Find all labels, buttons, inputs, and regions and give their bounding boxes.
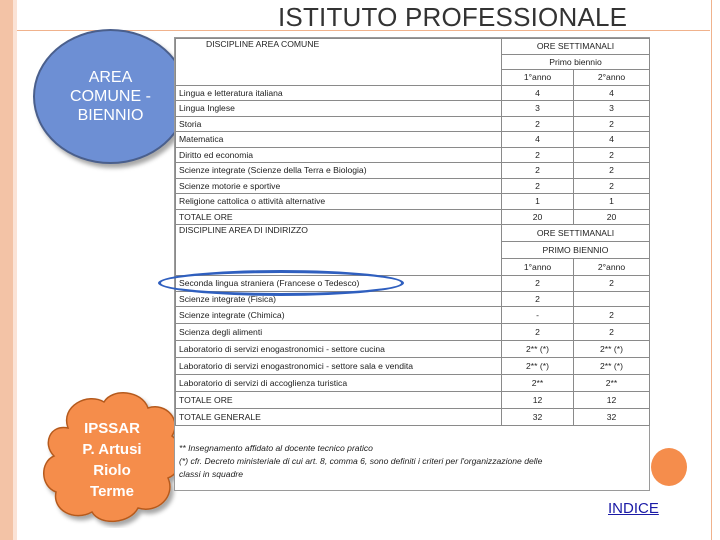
hours-cell: 3	[502, 101, 574, 117]
table-row	[176, 178, 650, 194]
section1-hours-header: ORE SETTIMANALI	[502, 39, 650, 55]
section1-header: DISCIPLINE AREA COMUNE	[176, 39, 502, 86]
area-comune-circle	[33, 29, 188, 164]
highlight-ellipse	[158, 270, 404, 296]
hours-cell: 2	[502, 324, 574, 341]
table-row	[176, 375, 650, 392]
curriculum-document	[174, 37, 650, 491]
hours-cell: 32	[502, 409, 574, 426]
hours-cell: 4	[574, 85, 650, 101]
hours-cell: 2	[502, 163, 574, 179]
table-row	[176, 194, 650, 210]
subject-cell: Diritto ed economia	[176, 147, 502, 163]
table-row	[176, 163, 650, 179]
subject-cell: TOTALE GENERALE	[176, 409, 502, 426]
table-row	[176, 147, 650, 163]
subject-cell: Scienza degli alimenti	[176, 324, 502, 341]
section2-header: DISCIPLINE AREA DI INDIRIZZO	[176, 225, 502, 276]
decorative-orange-dot	[651, 448, 687, 486]
cloud-label: IPSSAR P. Artusi Riolo Terme	[82, 420, 142, 500]
subject-cell: Scienze motorie e sportive	[176, 178, 502, 194]
table-row	[176, 101, 650, 117]
subject-cell: Religione cattolica o attività alternative	[176, 194, 502, 210]
hours-cell: 12	[502, 392, 574, 409]
hours-cell: 12	[574, 392, 650, 409]
hours-cell: 2** (*)	[574, 341, 650, 358]
subject-cell: Scienze integrate (Chimica)	[176, 307, 502, 324]
subject-cell: Scienze integrate (Scienze della Terra e Biologia)	[176, 163, 502, 179]
hours-cell: 2	[502, 291, 574, 307]
hours-cell: 2	[502, 116, 574, 132]
hours-cell: 2**	[574, 375, 650, 392]
hours-cell: 2	[574, 324, 650, 341]
subject-cell: Laboratorio di servizi enogastronomici - settore cucina	[176, 341, 502, 358]
hours-cell: 2**	[502, 375, 574, 392]
subject-cell: TOTALE ORE	[176, 209, 502, 225]
hours-cell: 32	[574, 409, 650, 426]
hours-cell: 2	[574, 163, 650, 179]
total-row	[176, 209, 650, 225]
subject-cell: Matematica	[176, 132, 502, 148]
hours-cell: 2	[502, 178, 574, 194]
subject-cell: Seconda lingua straniera (Francese o Tedesco)	[176, 276, 502, 292]
table-row	[176, 341, 650, 358]
section2-period: PRIMO BIENNIO	[502, 242, 650, 259]
hours-cell: 4	[502, 85, 574, 101]
hours-cell: -	[502, 307, 574, 324]
subject-cell: Laboratorio di servizi di accoglienza turistica	[176, 375, 502, 392]
hours-cell: 2** (*)	[502, 341, 574, 358]
hours-cell: 2	[574, 178, 650, 194]
footnotes	[179, 442, 542, 481]
total-row	[176, 392, 650, 409]
left-accent-stripe-inner	[13, 0, 17, 540]
section2-header-row	[176, 225, 650, 242]
table-row	[176, 307, 650, 324]
table-row	[176, 85, 650, 101]
grand-total-row	[176, 409, 650, 426]
circle-label: AREA COMUNE - BIENNIO	[70, 69, 151, 124]
subject-cell: Lingua Inglese	[176, 101, 502, 117]
hours-cell: 3	[574, 101, 650, 117]
subject-cell: Laboratorio di servizi enogastronomici - settore sala e vendita	[176, 358, 502, 375]
table-row	[176, 132, 650, 148]
footnote: classi in squadre	[179, 469, 244, 479]
subject-cell: Lingua e letteratura italiana	[176, 85, 502, 101]
hours-cell	[574, 291, 650, 307]
hours-cell: 2	[574, 276, 650, 292]
section1-header-row	[176, 39, 650, 55]
hours-cell: 2** (*)	[574, 358, 650, 375]
hours-table	[175, 38, 650, 426]
hours-cell: 2** (*)	[502, 358, 574, 375]
left-accent-stripe	[0, 0, 13, 540]
table-row	[176, 116, 650, 132]
slide-title: ISTITUTO PROFESSIONALE	[278, 2, 628, 32]
footnote: ** Insegnamento affidato al docente tecnico pratico	[179, 443, 373, 453]
indice-link[interactable]: INDICE	[608, 500, 659, 517]
footnote: (*) cfr. Decreto ministeriale di cui art. 8, comma 6, sono definiti i criteri per l'organizzazione delle	[179, 456, 543, 466]
section2-hours-header: ORE SETTIMANALI	[502, 225, 650, 242]
hours-cell: 20	[574, 209, 650, 225]
hours-cell: 2	[502, 276, 574, 292]
right-rule	[711, 0, 712, 540]
section2-year1: 1°anno	[502, 259, 574, 276]
subject-cell: TOTALE ORE	[176, 392, 502, 409]
subject-cell: Scienze integrate (Fisica)	[176, 291, 502, 307]
hours-cell: 1	[574, 194, 650, 210]
hours-cell: 4	[574, 132, 650, 148]
hours-cell: 2	[574, 147, 650, 163]
hours-cell: 20	[502, 209, 574, 225]
section1-period: Primo biennio	[502, 54, 650, 70]
hours-cell: 2	[574, 116, 650, 132]
subject-cell: Storia	[176, 116, 502, 132]
section1-year1: 1°anno	[502, 70, 574, 86]
section2-year2: 2°anno	[574, 259, 650, 276]
table-row	[176, 324, 650, 341]
hours-cell: 1	[502, 194, 574, 210]
table-row	[176, 358, 650, 375]
hours-cell: 4	[502, 132, 574, 148]
hours-cell: 2	[502, 147, 574, 163]
hours-cell: 2	[574, 307, 650, 324]
section1-year2: 2°anno	[574, 70, 650, 86]
